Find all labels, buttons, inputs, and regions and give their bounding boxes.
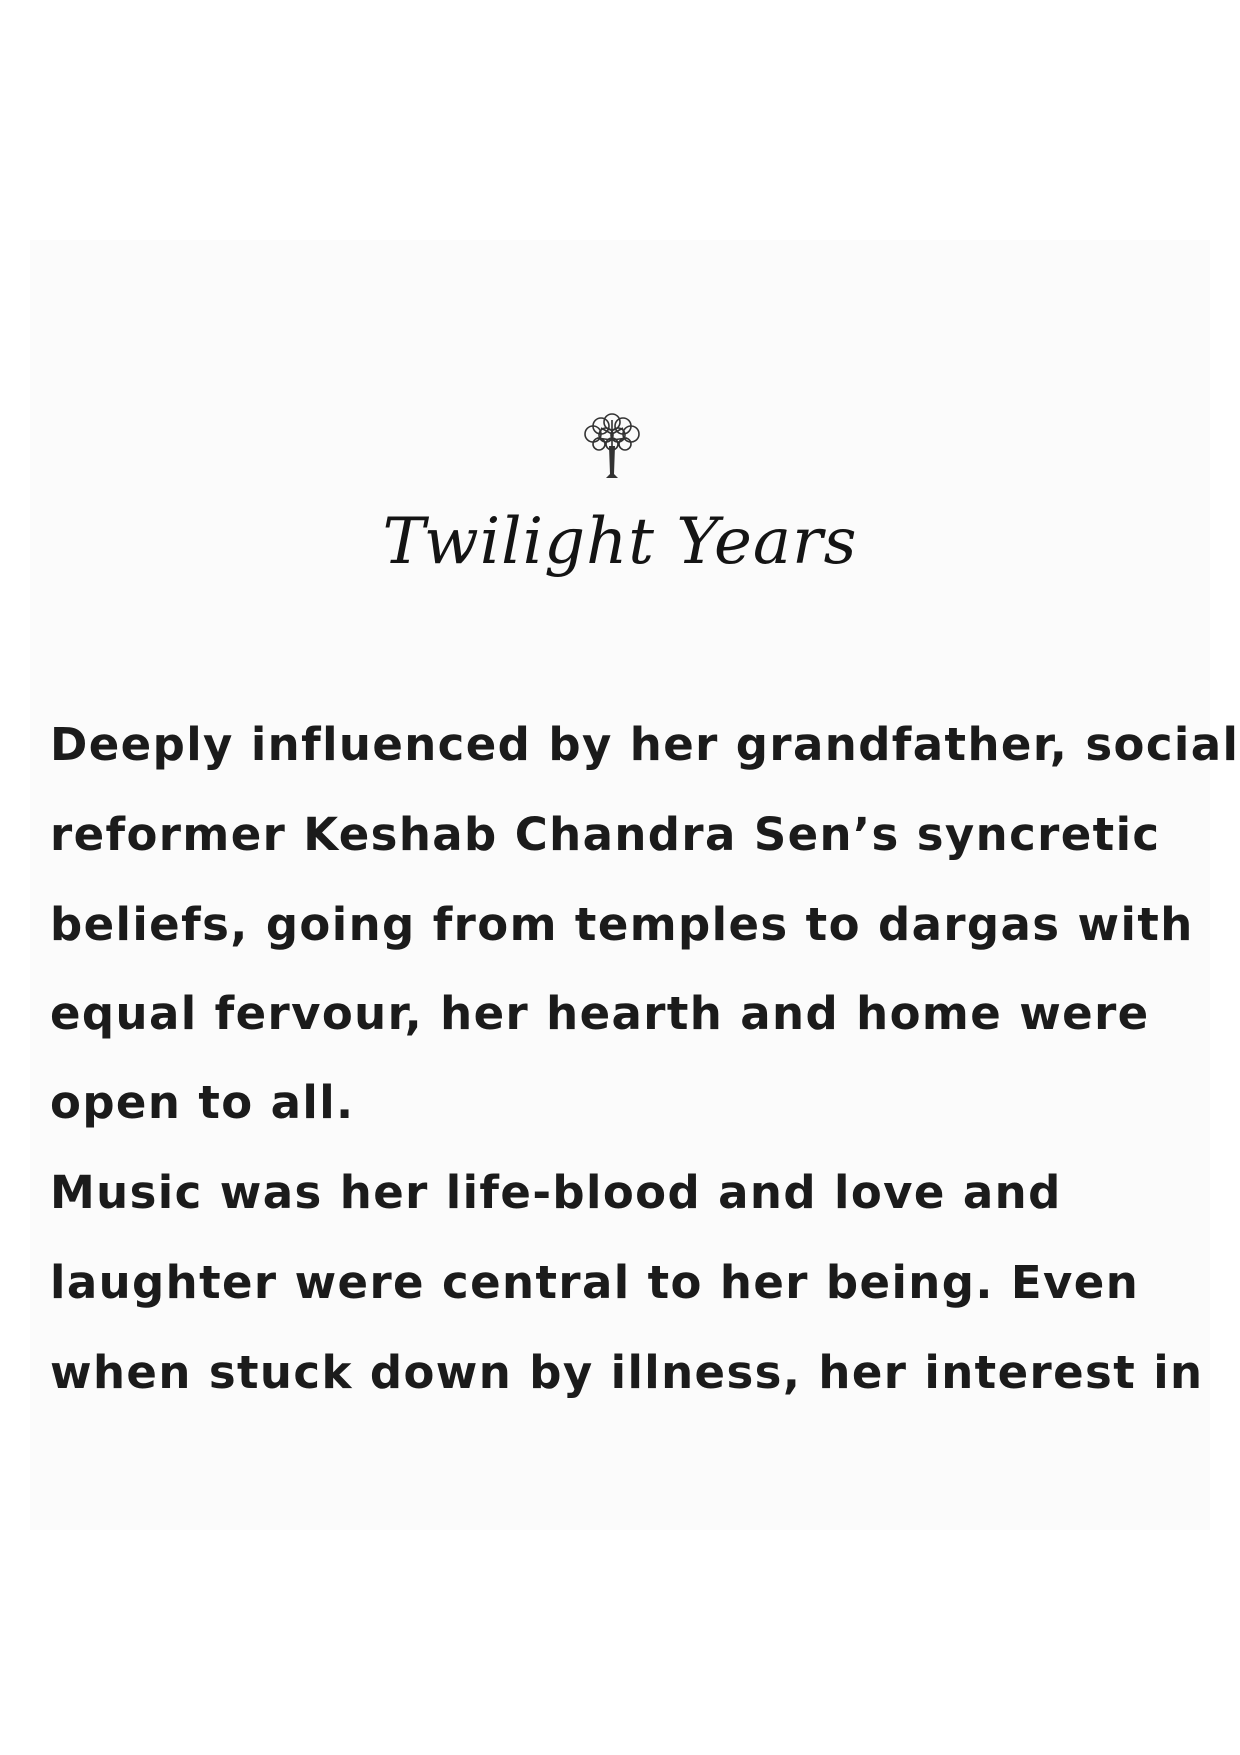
page-title: Twilight Years <box>382 505 858 579</box>
body-line: laughter were central to her being. Even <box>50 1256 1140 1309</box>
body-line: reformer Keshab Chandra Sen’s syncretic <box>50 808 1161 861</box>
body-line: open to all. <box>50 1076 355 1129</box>
body-line: when stuck down by illness, her interest in <box>50 1346 1204 1399</box>
tree-icon <box>571 400 653 482</box>
body-line: Deeply influenced by her grandfather, social <box>50 718 1240 771</box>
body-line: beliefs, going from temples to dargas with <box>50 898 1194 951</box>
body-line: equal fervour, her hearth and home were <box>50 987 1150 1040</box>
body-line: Music was her life-blood and love and <box>50 1166 1062 1219</box>
